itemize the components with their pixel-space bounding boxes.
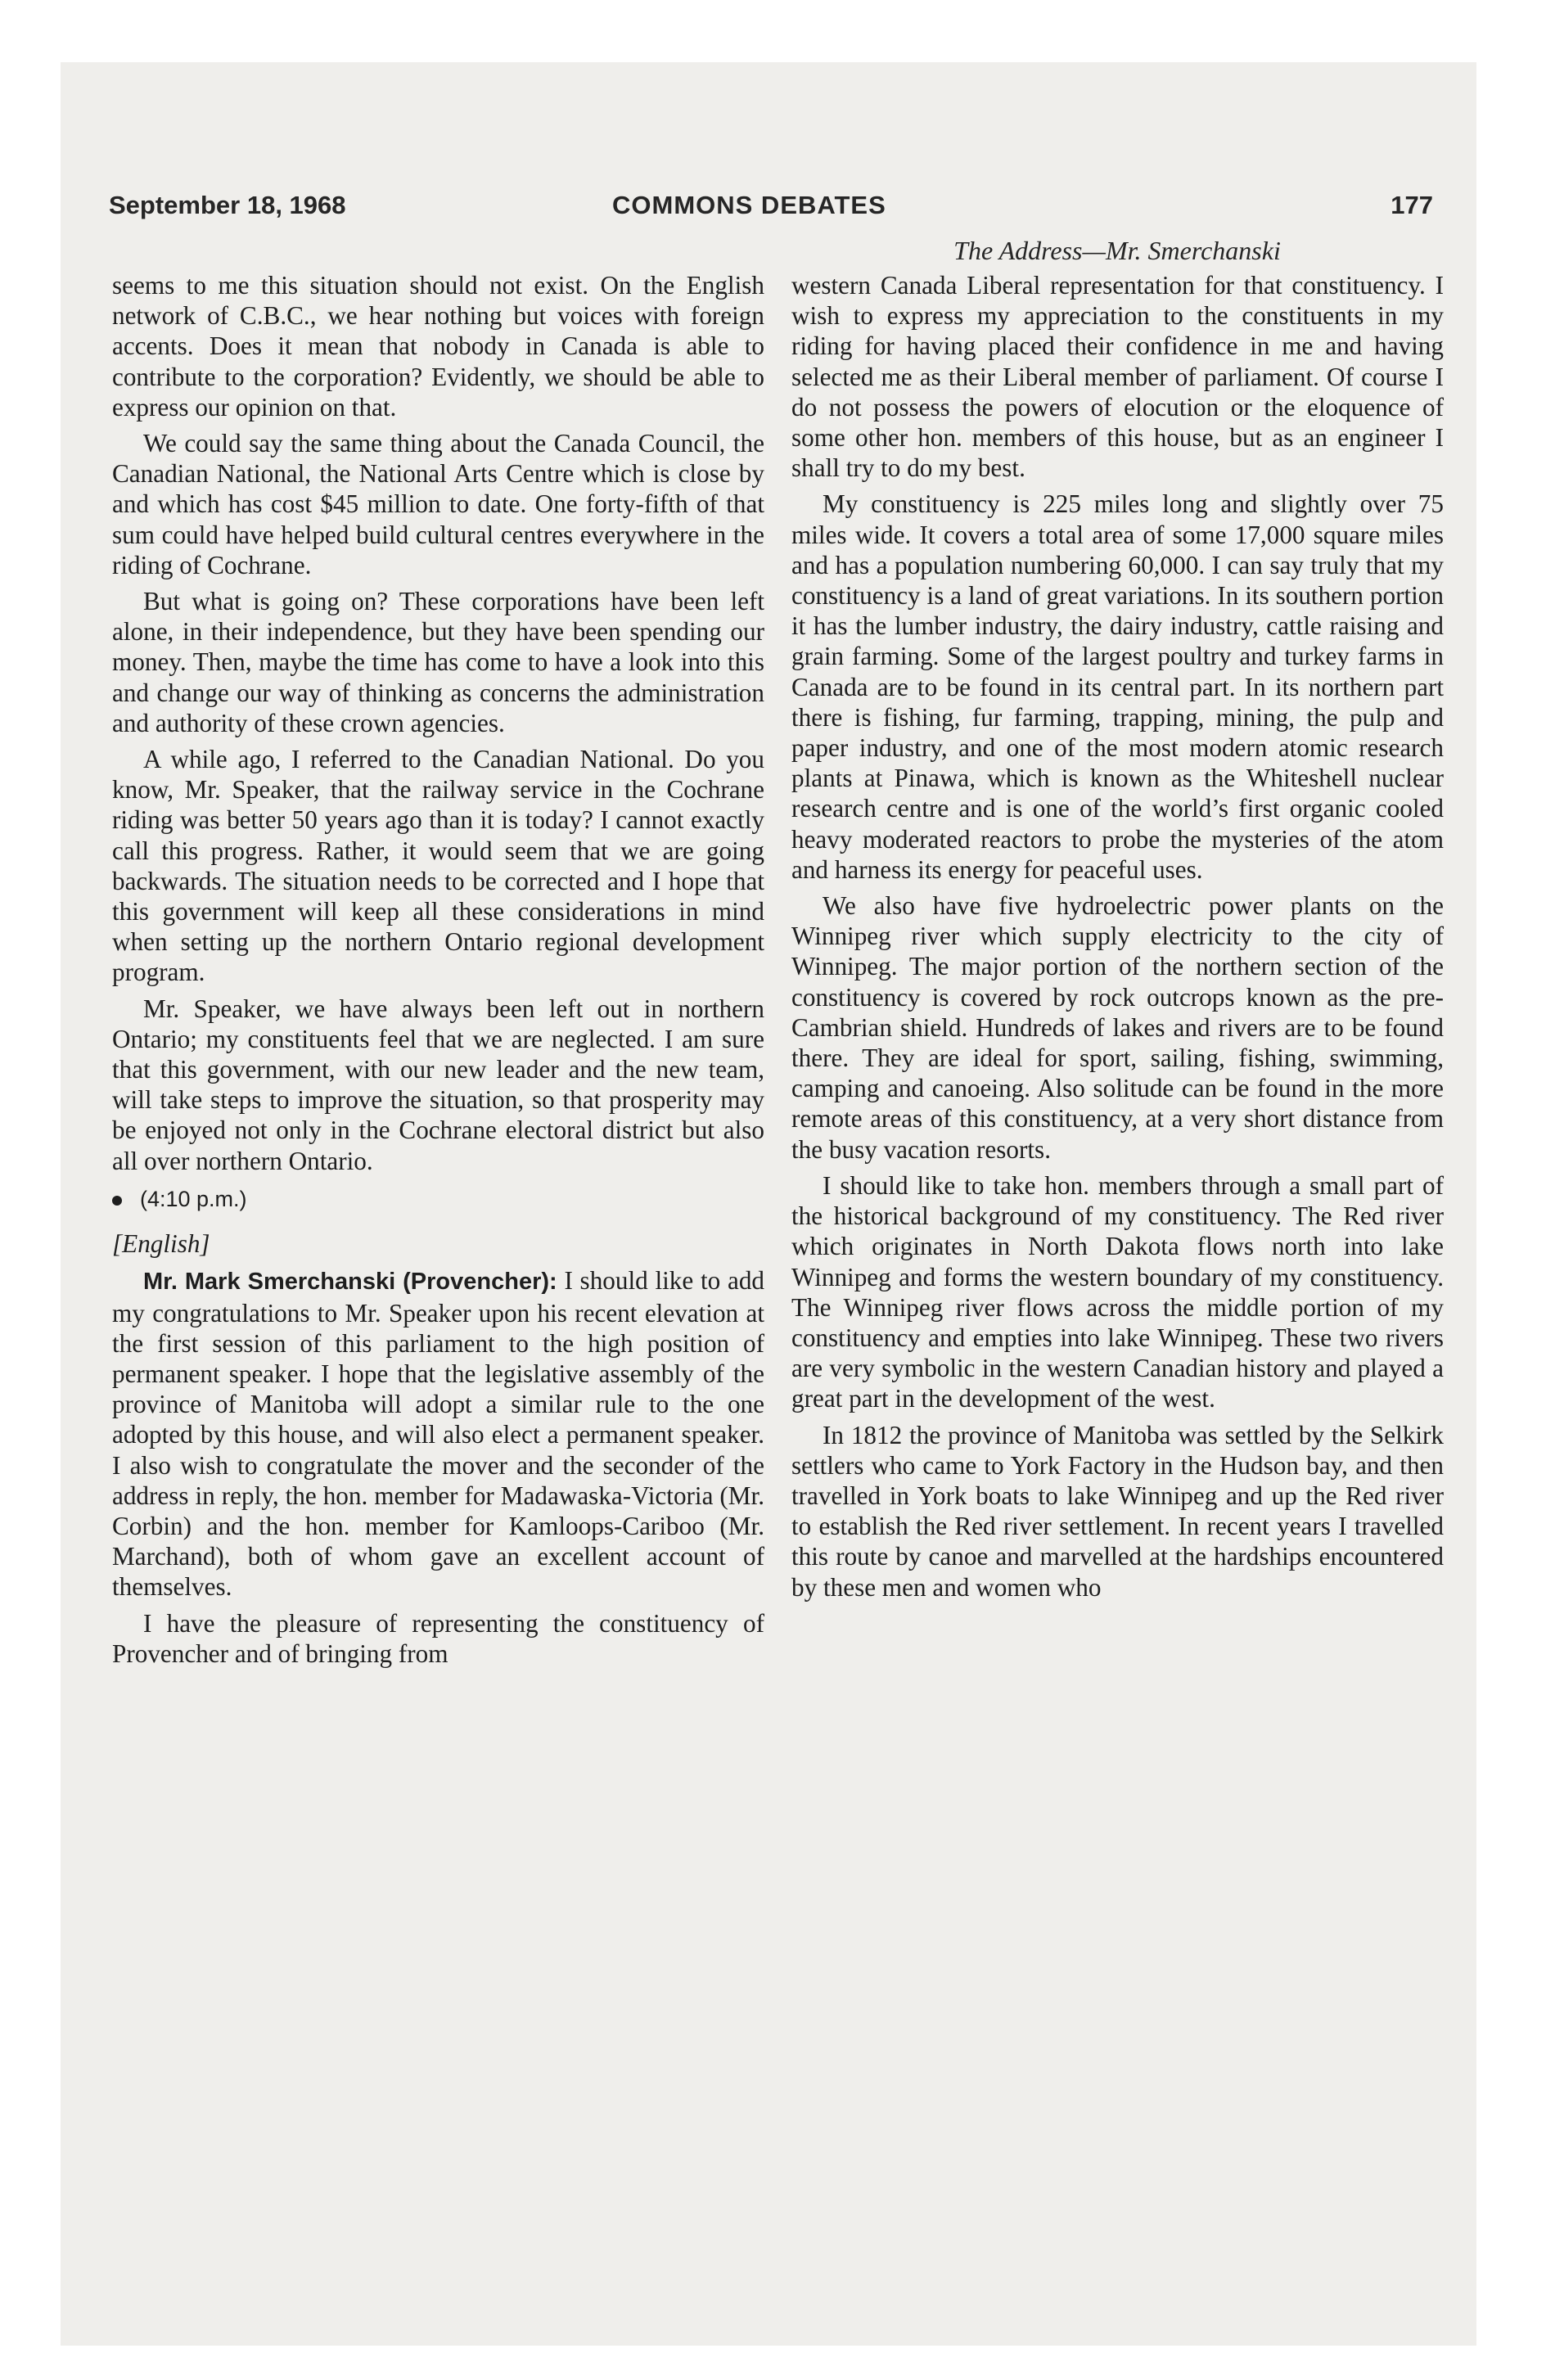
running-head: The Address—Mr. Smerchanski [953, 236, 1281, 265]
paragraph: In 1812 the province of Manitoba was settled by the Selkirk settlers who came to York Factory in the Hudson bay, and then travelled in York boats to lake Winnipeg and up the Red river to establish the Red river settlement. In recent years I travelled this route by canoe and marvelled at the hardships encountered by these men and women who [791, 1420, 1444, 1602]
left-column [112, 270, 764, 1675]
right-column [791, 270, 1444, 1608]
paragraph: seems to me this situation should not exist. On the English network of C.B.C., we hear nothing but voices with foreign accents. Does it mean that nobody in Canada is able to contribute to the corporation? Evidently, we should be able to express our opinion on that. [112, 271, 764, 421]
header-title: COMMONS DEBATES [612, 191, 886, 219]
speech-text: I should like to add my congratulations to Mr. Speaker upon his recent elevation at the first session of this parliament to the high position of permanent speaker. I hope that the legislative assembly of the province of Manitoba will adopt a similar rule to the one adopted by this house, and will also elect a permanent speaker. I also wish to congratulate the mover and the seconder of the address in reply, the hon. member for Madawaska-Victoria (Mr. Corbin) and the hon. member for Kamloops-Cariboo (Mr. Marchand), both of whom gave an excellent account of themselves. [112, 1266, 765, 1602]
page-number: 177 [1390, 191, 1433, 219]
paragraph: I should like to take hon. members through a small part of the historical background of my constituency. The Red river which originates in North Dakota flows north into lake Winnipeg and forms the western boundary of my constituency. The Winnipeg river flows across the middle portion of my constituency and empties into lake Winnipeg. These two rivers are very symbolic in the western Canadian history and played a great part in the development of the west. [791, 1170, 1444, 1413]
paragraph: But what is going on? These corporations have been left alone, in their independence, but they have been spending our money. Then, maybe the time has come to have a look into this and change our way of thinking as concerns the administration and authority of these crown agencies. [112, 587, 764, 737]
header-date: September 18, 1968 [109, 191, 346, 219]
speaker-name: Mr. Mark Smerchanski (Provencher): [143, 1269, 557, 1296]
paragraph: We also have five hydroelectric power plants on the Winnipeg river which supply electricity to the city of Winnipeg. The major portion of the northern section of the constituency is covered by rock outcrops known as the pre-Cambrian shield. Hundreds of lakes and rivers are to be found there. They are ideal for sport, sailing, fishing, swimming, camping and canoeing. Also solitude can be found in the more remote areas of this constituency, at a very short distance from the busy vacation resorts. [791, 891, 1444, 1164]
paragraph: Mr. Speaker, we have always been left out in northern Ontario; my constituents feel that we are neglected. I am sure that this government, with our new leader and the new team, will take steps to improve the situation, so that prosperity may be enjoyed not only in the Cochrane electoral district but also all over northern Ontario. [112, 994, 764, 1175]
page-header [109, 191, 1440, 228]
paragraph: My constituency is 225 miles long and slightly over 75 miles wide. It covers a total area of some 17,000 square miles and has a population numbering 60,000. I can say truly that my constituency is a land of great variations. In its southern portion it has the lumber industry, the dairy industry, cattle raising and grain farming. Some of the largest poultry and turkey farms in Canada are to be found in its central part. In its northern part there is fishing, fur farming, trapping, mining, the pulp and paper industry, and one of the most modern atomic research plants at Pinawa, which is known as the Whiteshell nuclear research centre and is one of the world’s first organic cooled heavy moderated reactors to probe the mysteries of the atom and harness its energy for peaceful uses. [791, 489, 1444, 884]
timestamp-text: (4:10 p.m.) [140, 1186, 247, 1211]
paragraph: We could say the same thing about the Canada Council, the Canadian National, the National Arts Centre which is close by and which has cost $45 million to date. One forty-fifth of that sum could have helped build cultural centres everywhere in the riding of Cochrane. [112, 429, 764, 579]
timestamp [112, 1184, 764, 1215]
paragraph: I have the pleasure of representing the constituency of Provencher and of bringing from [112, 1608, 764, 1668]
paragraph: western Canada Liberal representation for that constituency. I wish to express my appreciation to the constituents in my riding for having placed their confidence in me and having selected me as their Liberal member of parliament. Of course I do not possess the powers of elocution or the eloquence of some other hon. members of this house, but as an engineer I shall try to do my best. [791, 271, 1444, 483]
paragraph: A while ago, I referred to the Canadian National. Do you know, Mr. Speaker, that the railway service in the Cochrane riding was better 50 years ago than it is today? I cannot exactly call this progress. Rather, it would seem that we are going backwards. The situation needs to be corrected and I hope that this government will keep all these considerations in mind when setting up the northern Ontario regional development program. [112, 745, 764, 987]
language-marker: [English] [112, 1229, 210, 1259]
speech-opening [112, 1265, 764, 1602]
bullet-icon [112, 1196, 122, 1206]
